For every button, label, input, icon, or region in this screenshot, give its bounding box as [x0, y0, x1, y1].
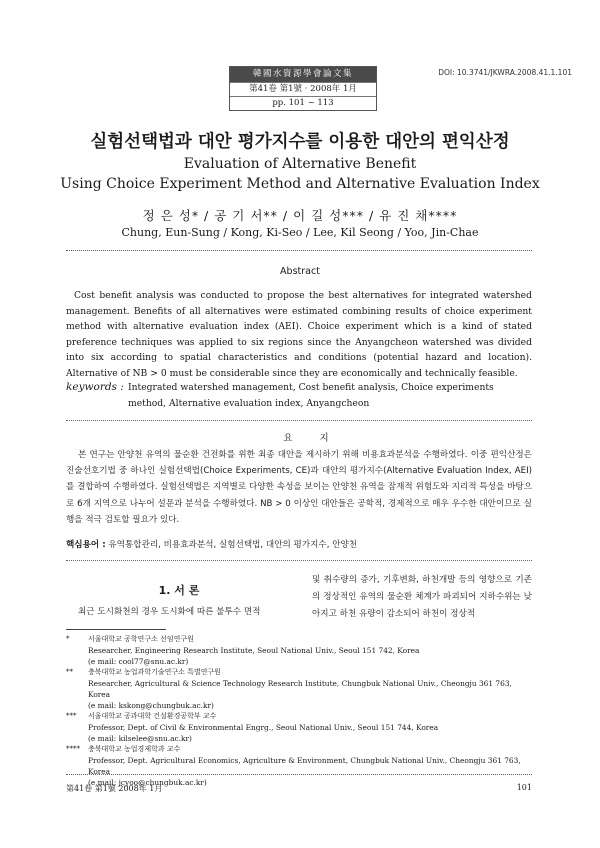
authors-korean: 정 은 성* / 공 기 서** / 이 길 성*** / 유 진 채****: [142, 208, 458, 223]
divider-lower: [66, 560, 532, 561]
footnote-item: [66, 744, 532, 788]
footnote-email: (e mail: kilselee@snu.ac.kr): [88, 734, 192, 743]
journal-header-box: [229, 66, 377, 111]
footnote-email: (e mail: kskong@chungbuk.ac.kr): [88, 701, 214, 710]
footnote-affiliation-en: Professor, Dept. of Civil & Environmental Engrg., Seoul National Univ., Seoul 151 744, Korea: [88, 723, 439, 732]
divider-top: [66, 250, 532, 251]
title-english-line1: Evaluation of Alternative Benefit: [183, 156, 417, 172]
footnote-affiliation-ko: 충북대학교 농업과학기술연구소 특별연구원: [88, 668, 221, 676]
section-left-body: 최근 도시화천의 경우 도시화에 따른 불투수 면적: [78, 607, 261, 617]
footnote-affiliation-en: Researcher, Agricultural & Science Technology Research Institute, Chungbuk National Univ., Cheongju 361 763, Korea: [88, 679, 512, 699]
footnote-item: [66, 711, 532, 744]
footnote-affiliation-ko: 서울대학교 공학연구소 선임연구원: [88, 635, 194, 643]
abstract-body: Cost benefit analysis was conducted to propose the best alternatives for integrated watershed management. Benefits of all alternatives were estimated combining results of choice experiment method with alternative evaluation index (AEI). Choice experiment which is a kind of stated preference techniques was applied to six regions since the Anyangcheon watershed was divided into six according to spatial characteristics and conditions (potential hazard and location). Alternative of NB > 0 must be considerable since they are economically and technically feasible.: [66, 290, 532, 379]
keywords-label: keywords :: [66, 381, 124, 393]
journal-name: 韓國水資源學會論文集: [230, 67, 376, 82]
footnote-mark: ****: [66, 745, 80, 753]
summary-heading: 요 지: [283, 433, 341, 444]
page-number: 101: [516, 783, 532, 792]
footer-rule: [66, 774, 532, 775]
footer-journal-info: 第41卷 第1號 2008年 1月: [66, 784, 163, 793]
footnote-mark: **: [66, 668, 73, 676]
footnote-mark: *: [66, 635, 70, 643]
summary-body: 본 연구는 안양천 유역의 물순환 건전화를 위한 최종 대안을 제시하기 위해 비용효과분석을 수행하였다. 이중 편익산정은 진술선호기법 중 하나인 실험선택법(Choice Experiments, CE)과 대안의 평가지수(Alternative Evaluation Index, AEI)를 결합하여 수행하였다. 실험선택법은 지역별로 다양한 속성을 보이는 안양천 유역을 잠재적 위험도와 지리적 특성을 바탕으로 6개 지역으로 나누어 설문과 분석을 수행하였다. NB > 0 이상인 대안들은 공학적, 경제적으로 매우 우수한 대안이므로 실행을 적극 검토할 필요가 있다.: [66, 450, 532, 525]
journal-volume-issue: 第41卷 第1號 · 2008年 1月: [230, 82, 376, 96]
footnote-email: (e mail: jcyoo@chungbuk.ac.kr): [88, 778, 207, 787]
footnote-affiliation-ko: 서울대학교 공과대학 건설환경공학부 교수: [88, 712, 217, 720]
korean-keywords-label: 핵심용어 :: [66, 540, 106, 550]
korean-keywords: [66, 538, 532, 550]
doi-label: DOI: 10.3741/JKWRA.2008.41.1.101: [438, 68, 572, 77]
footnote-rule: [66, 629, 166, 630]
section-title: 1. 서 론: [158, 584, 200, 597]
journal-pages: pp. 101 ~ 113: [230, 96, 376, 110]
abstract-heading: Abstract: [280, 266, 320, 277]
footnote-affiliation-en: Researcher, Engineering Research Institute, Seoul National Univ., Seoul 151 742, Korea: [88, 646, 420, 655]
authors-english: Chung, Eun-Sung / Kong, Ki-Seo / Lee, Kil Seong / Yoo, Jin-Chae: [121, 226, 479, 239]
title-korean: 실험선택법과 대안 평가지수를 이용한 대안의 편익산정: [90, 132, 510, 152]
footnote-affiliation-en: Professor, Dept. Agricultural Economics, Agriculture & Environment, Chungbuk National Univ., Cheongju 361 763, Korea: [88, 756, 521, 776]
footnote-item: [66, 667, 532, 711]
footnote-email: (e mail: cool77@snu.ac.kr): [88, 657, 189, 666]
section-right-body: 및 취수량의 증가, 기후변화, 하천개발 등의 영향으로 기존의 정상적인 유역의 물순환 체계가 파괴되어 지하수위는 낮아지고 하천 유량이 감소되어 하천이 정상적: [312, 575, 532, 619]
korean-keywords-text: 유역통합관리, 비용효과분석, 실험선택법, 대안의 평가지수, 안양천: [108, 540, 358, 550]
footnote-item: [66, 634, 532, 667]
keywords-text: Integrated watershed management, Cost benefit analysis, Choice experiments method, Alternative evaluation index, Anyangcheon: [128, 382, 494, 409]
footnote-mark: ***: [66, 712, 77, 720]
divider-middle: [66, 420, 532, 421]
footnotes: [66, 634, 532, 788]
footnote-affiliation-ko: 충북대학교 농업경제학과 교수: [88, 745, 181, 753]
title-english-line2: Using Choice Experiment Method and Alternative Evaluation Index: [60, 176, 540, 192]
